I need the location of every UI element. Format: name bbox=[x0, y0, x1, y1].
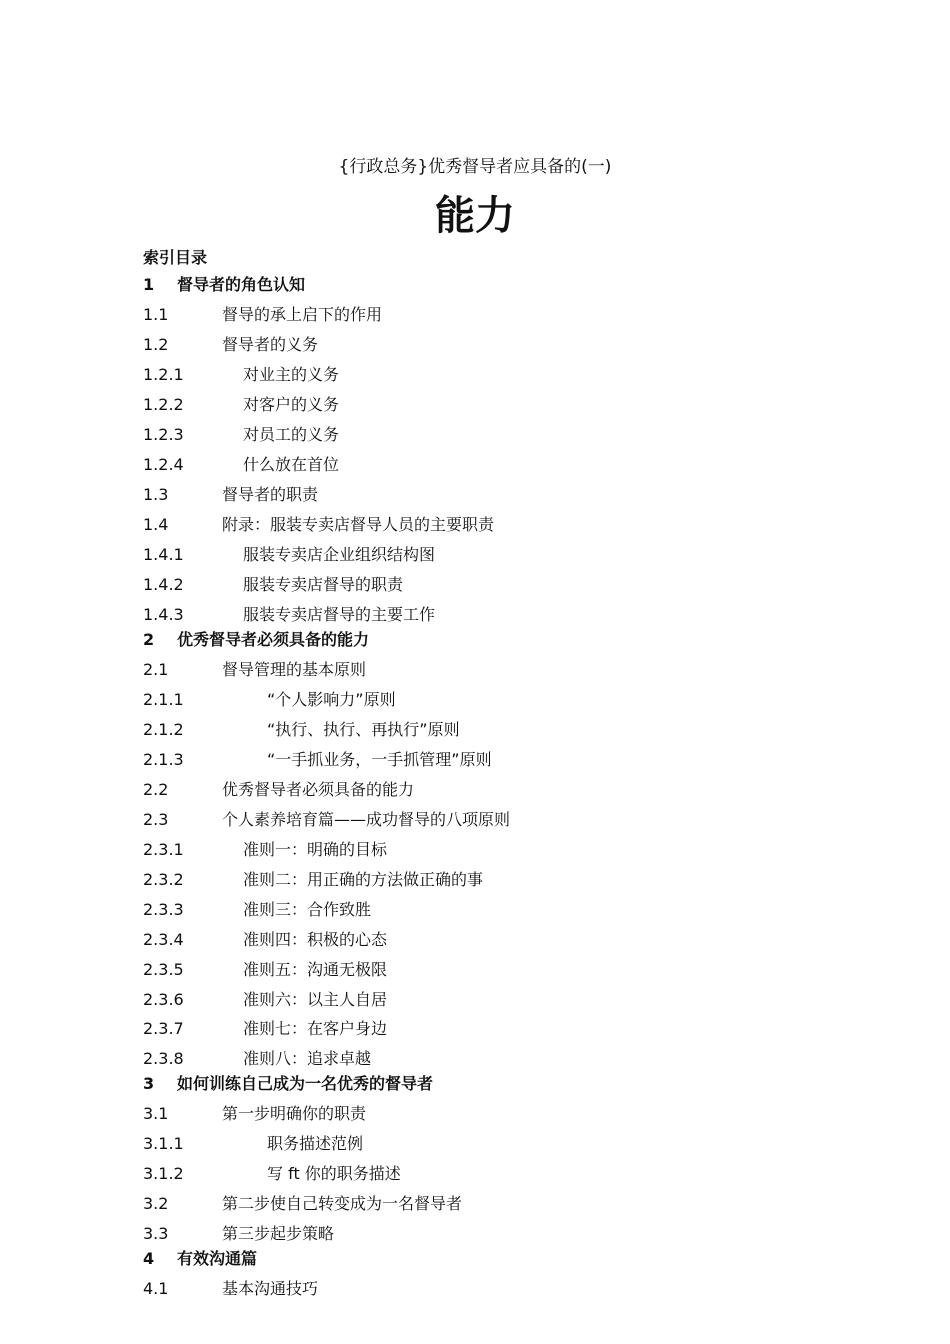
toc-number: 1.2.4 bbox=[143, 455, 184, 474]
toc-number: 1.2.2 bbox=[143, 395, 184, 414]
toc-text: 督导者的角色认知 bbox=[177, 275, 306, 294]
toc-text: 有效沟通篇 bbox=[177, 1249, 258, 1268]
toc-number: 3.1.2 bbox=[143, 1164, 184, 1183]
toc-text: 对业主的义务 bbox=[243, 365, 340, 384]
toc-number: 1.4.1 bbox=[143, 545, 184, 564]
toc-number: 2.3.8 bbox=[143, 1049, 184, 1068]
toc-text: 写 ft 你的职务描述 bbox=[267, 1164, 401, 1183]
toc-number: 2.3.1 bbox=[143, 840, 184, 859]
toc-number: 2.1.3 bbox=[143, 750, 184, 769]
toc-text: 督导的承上启下的作用 bbox=[222, 305, 383, 324]
toc-text: 第二步使自己转变成为一名督导者 bbox=[222, 1194, 463, 1213]
toc-number: 2.3.4 bbox=[143, 930, 184, 949]
toc-number: 2.2 bbox=[143, 780, 169, 799]
toc-number: 3.2 bbox=[143, 1194, 169, 1213]
toc-number: 3.1.1 bbox=[143, 1134, 184, 1153]
toc-number: 4.1 bbox=[143, 1279, 169, 1298]
document-title-line1: {行政总务}优秀督导者应具备的(一) bbox=[338, 157, 612, 177]
toc-text: 准则一：明确的目标 bbox=[243, 840, 388, 859]
toc-text: 什么放在首位 bbox=[243, 455, 340, 474]
toc-number: 2.1 bbox=[143, 660, 169, 679]
toc-number: 2.3.6 bbox=[143, 990, 184, 1009]
toc-text: 督导管理的基本原则 bbox=[222, 660, 367, 679]
toc-text: 如何训练自己成为一名优秀的督导者 bbox=[177, 1074, 434, 1093]
toc-number: 2.1.1 bbox=[143, 690, 184, 709]
toc-text: 服装专卖店督导的主要工作 bbox=[243, 605, 436, 624]
toc-number: 1.4.2 bbox=[143, 575, 184, 594]
toc-number: 2.3.3 bbox=[143, 900, 184, 919]
toc-text: 对员工的义务 bbox=[243, 425, 340, 444]
toc-number: 1.2.3 bbox=[143, 425, 184, 444]
toc-number: 3.1 bbox=[143, 1104, 169, 1123]
toc-text: 优秀督导者必须具备的能力 bbox=[222, 780, 415, 799]
toc-text: 准则七：在客户身边 bbox=[243, 1019, 388, 1038]
toc-text: 个人素养培育篇——成功督导的八项原则 bbox=[222, 810, 511, 829]
toc-number: 1.2 bbox=[143, 335, 169, 354]
toc-text: “执行、执行、再执行”原则 bbox=[267, 720, 460, 739]
toc-number: 1.3 bbox=[143, 485, 169, 504]
toc-text: 服装专卖店督导的职责 bbox=[243, 575, 404, 594]
toc-number: 1.4.3 bbox=[143, 605, 184, 624]
toc-text: 附录：服装专卖店督导人员的主要职责 bbox=[222, 515, 495, 534]
toc-text: 职务描述范例 bbox=[267, 1134, 364, 1153]
toc-number: 1.4 bbox=[143, 515, 169, 534]
toc-number: 2.3.5 bbox=[143, 960, 184, 979]
toc-number: 3.3 bbox=[143, 1224, 169, 1243]
toc-number: 1.2.1 bbox=[143, 365, 184, 384]
toc-text: 准则三：合作致胜 bbox=[243, 900, 372, 919]
toc-number: 3 bbox=[143, 1074, 155, 1093]
toc-number: 4 bbox=[143, 1249, 155, 1268]
toc-text: 优秀督导者必须具备的能力 bbox=[177, 630, 370, 649]
toc-text: 基本沟通技巧 bbox=[222, 1279, 319, 1298]
toc-number: 2.1.2 bbox=[143, 720, 184, 739]
toc-number: 1.1 bbox=[143, 305, 169, 324]
toc-text: 准则二：用正确的方法做正确的事 bbox=[243, 870, 484, 889]
toc-text: 准则五：沟通无极限 bbox=[243, 960, 388, 979]
toc-text: “一手抓业务，一手抓管理”原则 bbox=[267, 750, 492, 769]
toc-number: 2.3.7 bbox=[143, 1019, 184, 1038]
toc-text: 准则八：追求卓越 bbox=[243, 1049, 372, 1068]
toc-heading: 索引目录 bbox=[143, 248, 208, 267]
toc-text: 第一步明确你的职责 bbox=[222, 1104, 367, 1123]
toc-number: 2 bbox=[143, 630, 155, 649]
toc-text: 准则四：积极的心态 bbox=[243, 930, 388, 949]
toc-text: “个人影响力”原则 bbox=[267, 690, 396, 709]
toc-text: 第三步起步策略 bbox=[222, 1224, 335, 1243]
document-title-line2: 能力 bbox=[435, 193, 515, 239]
toc-number: 2.3 bbox=[143, 810, 169, 829]
toc-text: 服装专卖店企业组织结构图 bbox=[243, 545, 436, 564]
toc-text: 督导者的职责 bbox=[222, 485, 319, 504]
toc-number: 1 bbox=[143, 275, 155, 294]
toc-number: 2.3.2 bbox=[143, 870, 184, 889]
toc-text: 准则六：以主人自居 bbox=[243, 990, 388, 1009]
toc-text: 督导者的义务 bbox=[222, 335, 319, 354]
toc-text: 对客户的义务 bbox=[243, 395, 340, 414]
